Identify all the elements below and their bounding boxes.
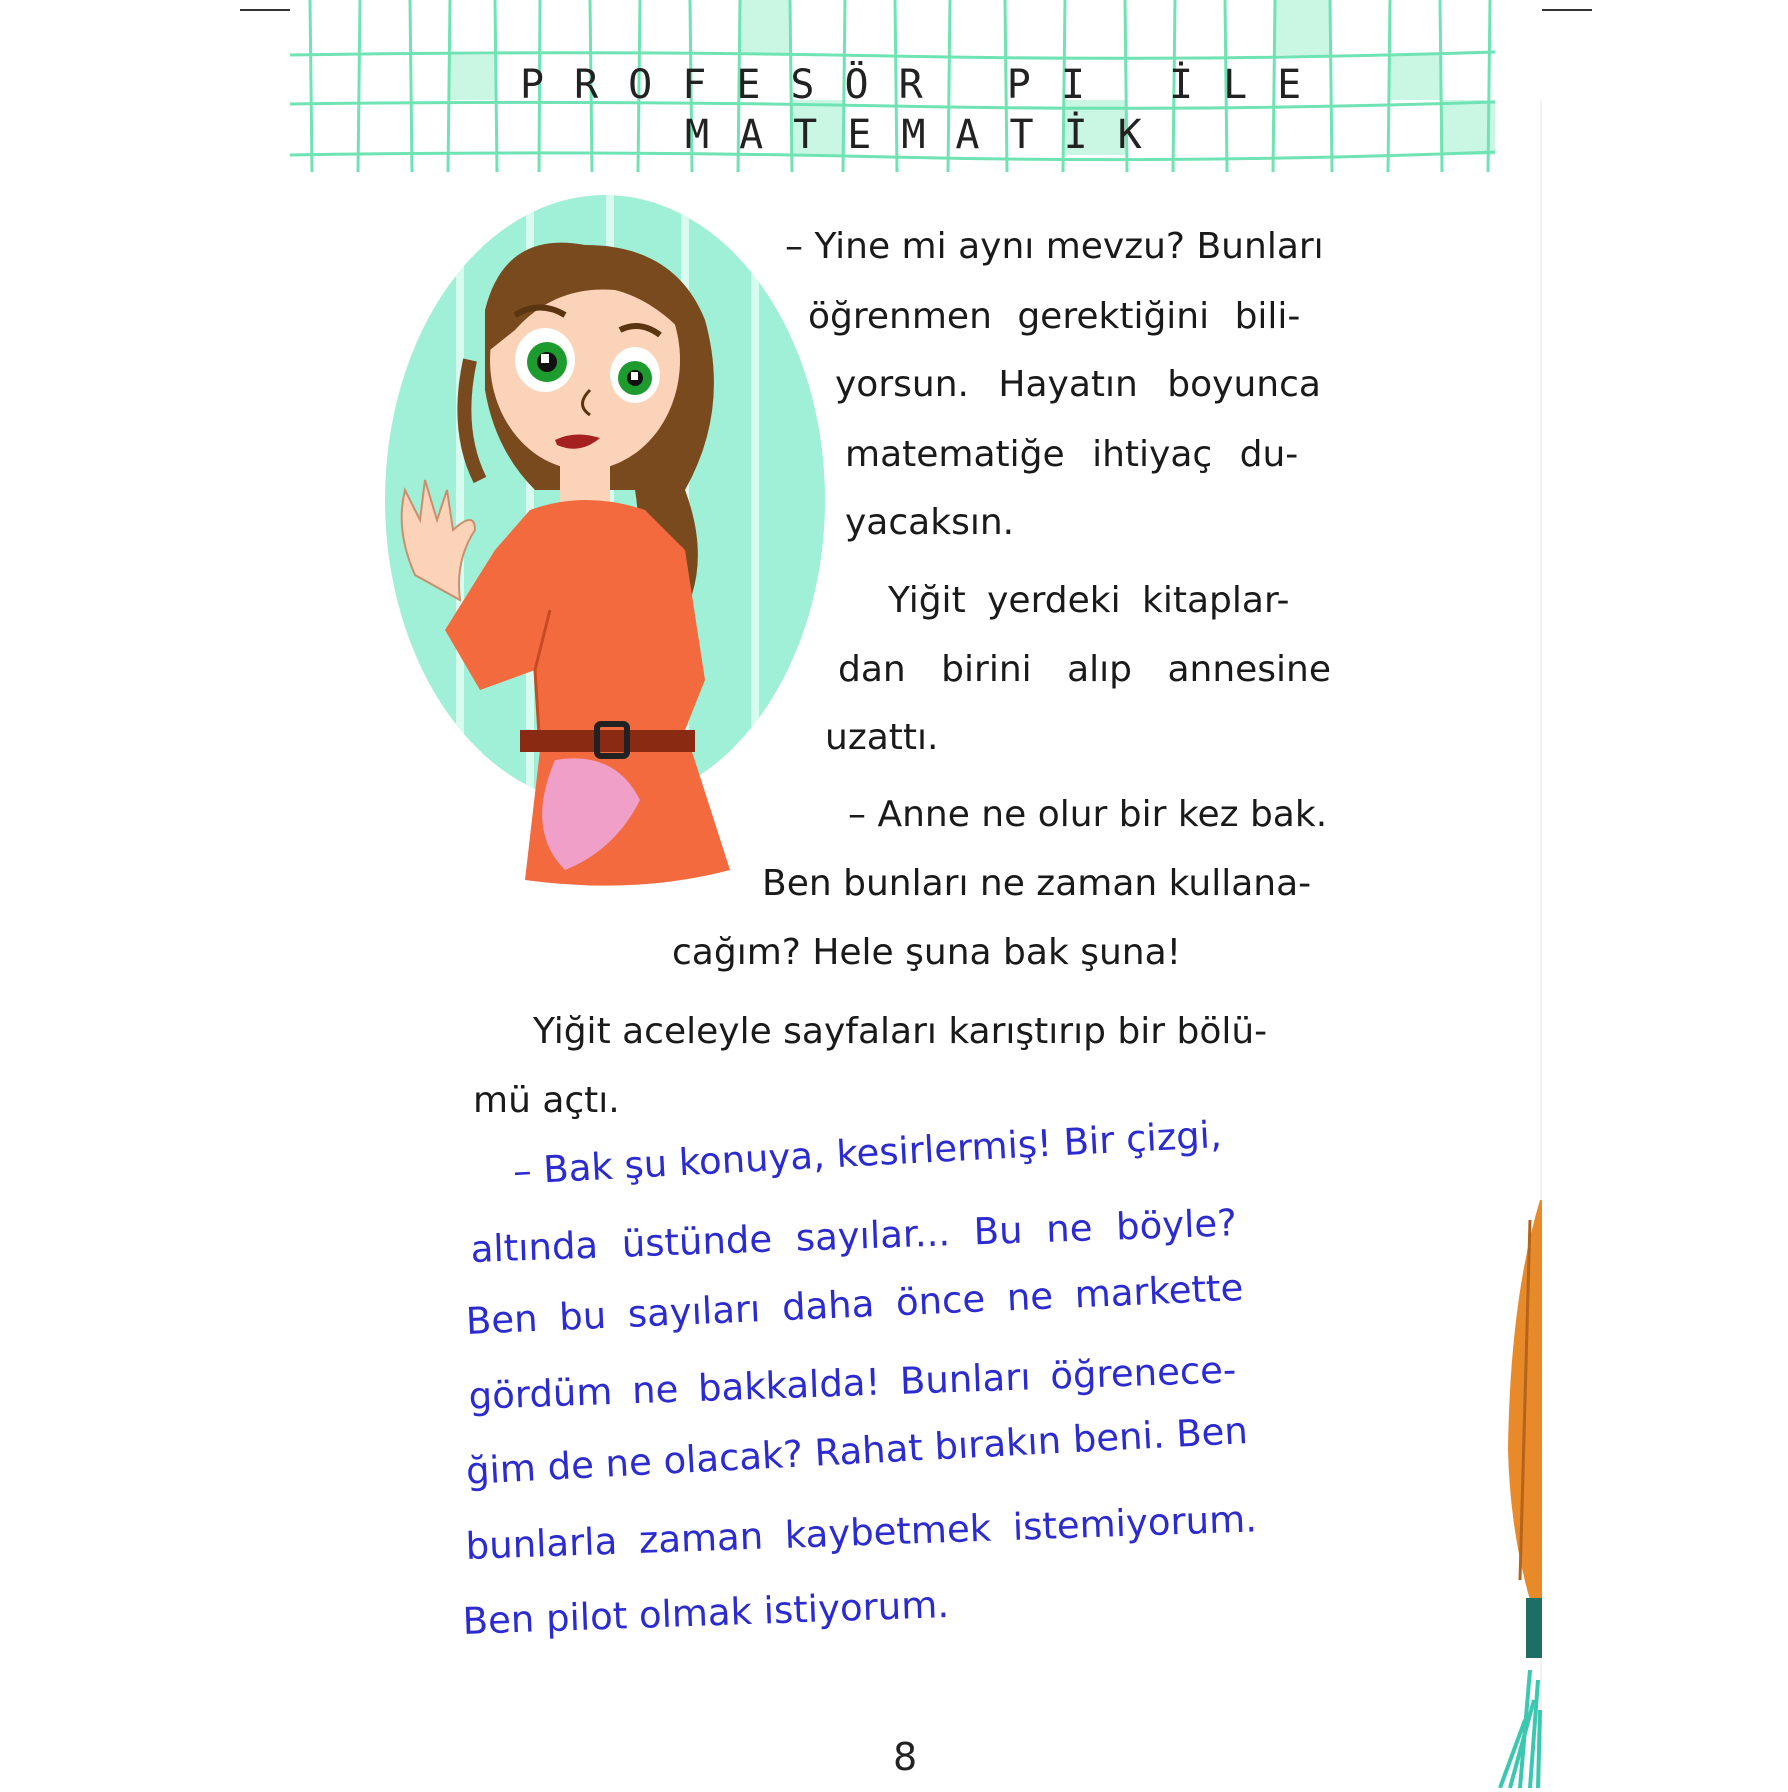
speech1-line5: yacaksın. <box>845 502 1015 543</box>
handwritten-line7: Ben pilot olmak istiyorum. <box>462 1583 950 1643</box>
speech1-line3: yorsun. Hayatın boyunca <box>835 364 1321 405</box>
narration1-line2: dan birini alıp annesine <box>838 649 1332 690</box>
speech1-line4: matematiğe ihtiyaç du- <box>845 434 1299 475</box>
narration2-line2: mü açtı. <box>473 1080 620 1121</box>
side-illustration-fragment <box>1490 1200 1550 1788</box>
handwritten-line2: altında üstünde sayılar... Bu ne böyle? <box>470 1201 1238 1271</box>
speech2-line1: – Anne ne olur bir kez bak. <box>848 794 1328 835</box>
mother-illustration <box>385 190 865 890</box>
handwritten-line4: gördüm ne bakkalda! Bunları öğrenece- <box>468 1348 1237 1418</box>
narration1-line3: uzattı. <box>825 717 939 758</box>
page-number: 8 <box>893 1735 918 1779</box>
speech1-line2: öğrenmen gerektiğini bili- <box>808 296 1301 337</box>
handwritten-line1: – Bak şu konuya, kesirlermiş! Bir çizgi, <box>512 1112 1223 1193</box>
speech2-line3: cağım? Hele şuna bak şuna! <box>672 932 1182 973</box>
handwritten-line6: bunlarla zaman kaybetmek istemiyorum. <box>465 1497 1258 1568</box>
narration2-line1: Yiğit aceleyle sayfaları karıştırıp bir bölü- <box>533 1011 1268 1052</box>
crop-mark-left <box>240 9 290 11</box>
narration1-line1: Yiğit yerdeki kitaplar- <box>888 580 1290 621</box>
handwritten-line5: ğim de ne olacak? Rahat bırakın beni. Ben <box>465 1409 1249 1493</box>
book-title-line1: PROFESÖR PI İLE <box>520 62 1332 108</box>
crop-mark-right <box>1542 9 1592 11</box>
speech2-line2: Ben bunları ne zaman kullana- <box>762 863 1312 904</box>
speech1-line1: – Yine mi aynı mevzu? Bunları <box>785 226 1324 267</box>
book-title-line2: MATEMATİK <box>685 112 1172 158</box>
handwritten-line3: Ben bu sayıları daha önce ne markette <box>465 1266 1245 1343</box>
